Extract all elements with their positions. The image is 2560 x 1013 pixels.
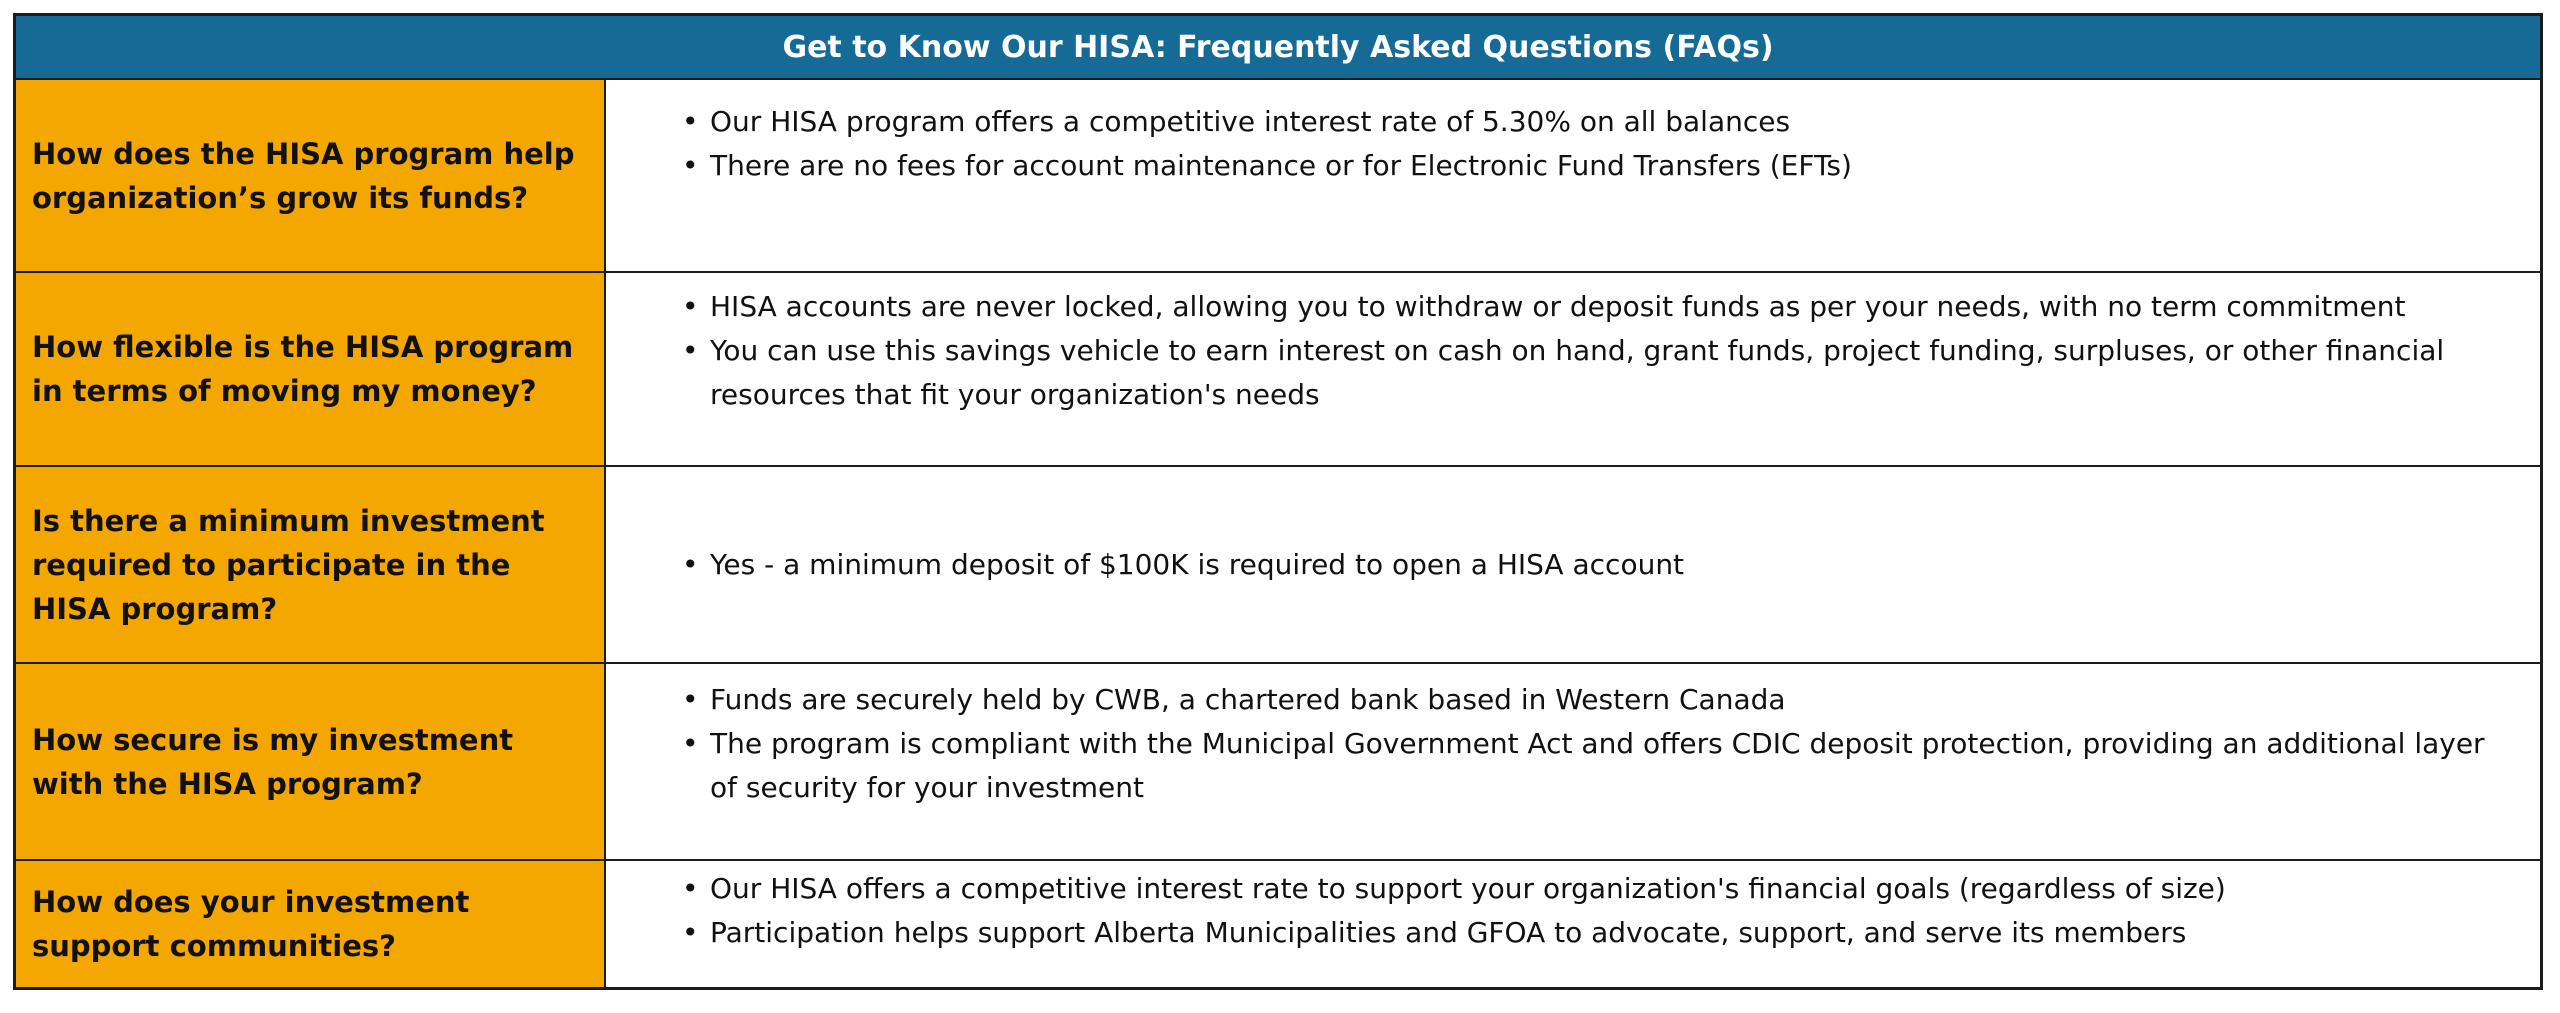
answer-list (606, 100, 1852, 188)
faq-question: Is there a minimum investment required to participate in the HISA program? (16, 467, 606, 662)
faq-table (13, 13, 2543, 990)
answer-item: • There are no fees for account maintenance or for Electronic Fund Transfers (EFTs) (710, 144, 1852, 188)
faq-row (16, 664, 2540, 861)
faq-row (16, 80, 2540, 273)
faq-row (16, 467, 2540, 664)
faq-answer (606, 664, 2540, 859)
faq-question: How flexible is the HISA program in terms of moving my money? (16, 273, 606, 465)
answer-item: • Yes - a minimum deposit of $100K is required to open a HISA account (710, 543, 1684, 587)
faq-row (16, 861, 2540, 987)
faq-answer (606, 80, 2540, 271)
faq-question: How secure is my investment with the HISA program? (16, 664, 606, 859)
faq-answer (606, 861, 2540, 987)
faq-answer (606, 467, 2540, 662)
answer-list (606, 285, 2500, 417)
answer-item: • The program is compliant with the Municipal Government Act and offers CDIC deposit protection, providing an additional layer of security for your investment (710, 722, 2500, 810)
answer-item: • HISA accounts are never locked, allowing you to withdraw or deposit funds as per your needs, with no term commitment (710, 285, 2500, 329)
faq-question: How does your investment support communities? (16, 861, 606, 987)
answer-item: • You can use this savings vehicle to earn interest on cash on hand, grant funds, project funding, surpluses, or other financial resources that fit your organization's needs (710, 329, 2500, 417)
answer-item: • Our HISA program offers a competitive interest rate of 5.30% on all balances (710, 100, 1852, 144)
answer-list (606, 678, 2500, 810)
answer-item: • Participation helps support Alberta Municipalities and GFOA to advocate, support, and serve its members (710, 911, 2226, 955)
answer-list (606, 867, 2226, 955)
answer-item: • Our HISA offers a competitive interest rate to support your organization's financial goals (regardless of size) (710, 867, 2226, 911)
answer-item: • Funds are securely held by CWB, a chartered bank based in Western Canada (710, 678, 2500, 722)
faq-question: How does the HISA program help organization’s grow its funds? (16, 80, 606, 271)
answer-list (606, 543, 1684, 587)
faq-title: Get to Know Our HISA: Frequently Asked Questions (FAQs) (16, 16, 2540, 80)
faq-row (16, 273, 2540, 467)
faq-answer (606, 273, 2540, 465)
